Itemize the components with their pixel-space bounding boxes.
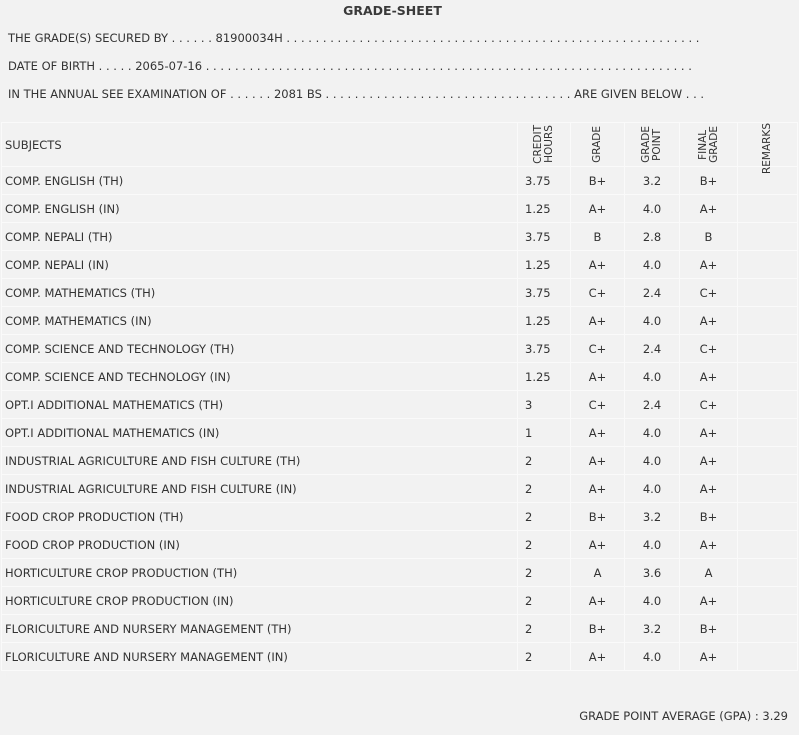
remarks-cell	[738, 279, 798, 307]
grade-cell: A+	[571, 447, 625, 475]
grade-point-cell: 3.2	[625, 615, 680, 643]
table-row	[2, 167, 798, 195]
page-title: GRADE-SHEET	[343, 3, 442, 18]
grade-table	[1, 122, 798, 671]
gpa-summary: GRADE POINT AVERAGE (GPA) : 3.29	[579, 709, 788, 723]
final-grade-cell: A+	[680, 307, 738, 335]
grade-point-cell: 2.4	[625, 335, 680, 363]
final-grade-cell: A+	[680, 643, 738, 671]
credit-hours-cell: 2	[518, 643, 571, 671]
credit-hours-cell: 1.25	[518, 251, 571, 279]
subject-cell: COMP. NEPALI (IN)	[2, 251, 518, 279]
table-row	[2, 363, 798, 391]
table-row	[2, 503, 798, 531]
grade-point-cell: 4.0	[625, 363, 680, 391]
credit-hours-cell: 2	[518, 615, 571, 643]
remarks-cell	[738, 503, 798, 531]
grade-cell: B	[571, 223, 625, 251]
table-row	[2, 447, 798, 475]
credit-hours-cell: 2	[518, 559, 571, 587]
grade-cell: A+	[571, 643, 625, 671]
grade-point-cell: 4.0	[625, 531, 680, 559]
credit-hours-cell: 3.75	[518, 279, 571, 307]
grade-point-cell: 4.0	[625, 307, 680, 335]
credit-hours-cell: 1.25	[518, 363, 571, 391]
table-row	[2, 615, 798, 643]
grade-point-header: GRADE POINT	[625, 123, 680, 167]
final-grade-cell: A+	[680, 363, 738, 391]
credit-hours-cell: 1.25	[518, 307, 571, 335]
subject-cell: HORTICULTURE CROP PRODUCTION (TH)	[2, 559, 518, 587]
grade-cell: A+	[571, 307, 625, 335]
grade-cell: A+	[571, 363, 625, 391]
grade-cell: A+	[571, 587, 625, 615]
final-grade-header: FINAL GRADE	[680, 123, 738, 167]
subject-cell: FLORICULTURE AND NURSERY MANAGEMENT (TH)	[2, 615, 518, 643]
remarks-cell	[738, 643, 798, 671]
grade-cell: C+	[571, 391, 625, 419]
subject-cell: COMP. ENGLISH (TH)	[2, 167, 518, 195]
table-row	[2, 251, 798, 279]
final-grade-cell: A	[680, 559, 738, 587]
grade-cell: B+	[571, 503, 625, 531]
credit-hours-cell: 2	[518, 475, 571, 503]
subjects-header: SUBJECTS	[2, 123, 518, 167]
grade-point-cell: 4.0	[625, 587, 680, 615]
subject-cell: OPT.I ADDITIONAL MATHEMATICS (IN)	[2, 419, 518, 447]
date-of-birth-line: DATE OF BIRTH . . . . . 2065-07-16 . . . . . . . . . . . . . . . . . . . . . . . . . . . . . . . . . . . . . . . . . . . . . . . . . . . . . . . . . . . . . . . . . . .	[8, 59, 692, 73]
final-grade-cell: C+	[680, 279, 738, 307]
remarks-cell	[738, 587, 798, 615]
grade-table-header-row	[2, 123, 798, 167]
examination-line: IN THE ANNUAL SEE EXAMINATION OF . . . . . . 2081 BS . . . . . . . . . . . . . . . . . . . . . . . . . . . . . . . . . . ARE GIVEN BELOW . . .	[8, 87, 705, 101]
remarks-header: REMARKS	[738, 123, 798, 167]
table-row	[2, 559, 798, 587]
remarks-cell	[738, 251, 798, 279]
remarks-cell	[738, 615, 798, 643]
final-grade-cell: B	[680, 223, 738, 251]
table-row	[2, 307, 798, 335]
subject-cell: COMP. NEPALI (TH)	[2, 223, 518, 251]
table-row	[2, 643, 798, 671]
subject-cell: COMP. MATHEMATICS (TH)	[2, 279, 518, 307]
credit-hours-cell: 3.75	[518, 167, 571, 195]
final-grade-cell: A+	[680, 587, 738, 615]
table-row	[2, 195, 798, 223]
grade-cell: B+	[571, 615, 625, 643]
subject-cell: COMP. SCIENCE AND TECHNOLOGY (TH)	[2, 335, 518, 363]
credit-hours-cell: 2	[518, 503, 571, 531]
grade-point-cell: 2.4	[625, 391, 680, 419]
grade-cell: A+	[571, 195, 625, 223]
table-row	[2, 475, 798, 503]
table-row	[2, 223, 798, 251]
remarks-cell	[738, 335, 798, 363]
table-row	[2, 391, 798, 419]
final-grade-cell: A+	[680, 447, 738, 475]
credit-hours-cell: 2	[518, 531, 571, 559]
grade-header: GRADE	[571, 123, 625, 167]
final-grade-cell: A+	[680, 475, 738, 503]
remarks-cell	[738, 363, 798, 391]
subject-cell: FLORICULTURE AND NURSERY MANAGEMENT (IN)	[2, 643, 518, 671]
remarks-cell	[738, 559, 798, 587]
final-grade-cell: A+	[680, 531, 738, 559]
grade-cell: A+	[571, 531, 625, 559]
grade-point-cell: 4.0	[625, 447, 680, 475]
final-grade-cell: B+	[680, 167, 738, 195]
subject-cell: COMP. SCIENCE AND TECHNOLOGY (IN)	[2, 363, 518, 391]
grade-cell: C+	[571, 279, 625, 307]
remarks-cell	[738, 195, 798, 223]
grade-point-cell: 4.0	[625, 419, 680, 447]
table-row	[2, 531, 798, 559]
credit-hours-cell: 1	[518, 419, 571, 447]
grade-point-cell: 2.4	[625, 279, 680, 307]
grade-point-cell: 4.0	[625, 475, 680, 503]
grade-point-cell: 3.6	[625, 559, 680, 587]
final-grade-cell: B+	[680, 615, 738, 643]
grade-cell: A+	[571, 475, 625, 503]
credit-hours-cell: 2	[518, 447, 571, 475]
final-grade-cell: A+	[680, 251, 738, 279]
grade-cell: A+	[571, 251, 625, 279]
subject-cell: COMP. MATHEMATICS (IN)	[2, 307, 518, 335]
remarks-cell	[738, 447, 798, 475]
subject-cell: FOOD CROP PRODUCTION (TH)	[2, 503, 518, 531]
credit-hours-cell: 1.25	[518, 195, 571, 223]
credit-hours-cell: 2	[518, 587, 571, 615]
subject-cell: INDUSTRIAL AGRICULTURE AND FISH CULTURE (TH)	[2, 447, 518, 475]
grade-cell: A	[571, 559, 625, 587]
grade-point-cell: 2.8	[625, 223, 680, 251]
final-grade-cell: C+	[680, 391, 738, 419]
secured-by-line: THE GRADE(S) SECURED BY . . . . . . 81900034H . . . . . . . . . . . . . . . . . . . . . . . . . . . . . . . . . . . . . . . . . . . . . . . . . . . . . . . . .	[8, 31, 700, 45]
grade-cell: A+	[571, 419, 625, 447]
final-grade-cell: A+	[680, 195, 738, 223]
remarks-cell	[738, 307, 798, 335]
table-row	[2, 335, 798, 363]
remarks-cell	[738, 419, 798, 447]
remarks-cell	[738, 531, 798, 559]
final-grade-cell: C+	[680, 335, 738, 363]
subject-cell: OPT.I ADDITIONAL MATHEMATICS (TH)	[2, 391, 518, 419]
subject-cell: INDUSTRIAL AGRICULTURE AND FISH CULTURE (IN)	[2, 475, 518, 503]
grade-cell: B+	[571, 167, 625, 195]
table-row	[2, 587, 798, 615]
final-grade-cell: A+	[680, 419, 738, 447]
remarks-cell	[738, 223, 798, 251]
grade-point-cell: 4.0	[625, 195, 680, 223]
table-row	[2, 279, 798, 307]
grade-point-cell: 3.2	[625, 167, 680, 195]
subject-cell: COMP. ENGLISH (IN)	[2, 195, 518, 223]
grade-point-cell: 4.0	[625, 251, 680, 279]
grade-point-cell: 3.2	[625, 503, 680, 531]
credit-hours-header: CREDIT HOURS	[518, 123, 571, 167]
grade-cell: C+	[571, 335, 625, 363]
remarks-cell	[738, 475, 798, 503]
grade-point-cell: 4.0	[625, 643, 680, 671]
subject-cell: FOOD CROP PRODUCTION (IN)	[2, 531, 518, 559]
credit-hours-cell: 3.75	[518, 335, 571, 363]
credit-hours-cell: 3	[518, 391, 571, 419]
credit-hours-cell: 3.75	[518, 223, 571, 251]
table-row	[2, 419, 798, 447]
subject-cell: HORTICULTURE CROP PRODUCTION (IN)	[2, 587, 518, 615]
remarks-cell	[738, 391, 798, 419]
final-grade-cell: B+	[680, 503, 738, 531]
